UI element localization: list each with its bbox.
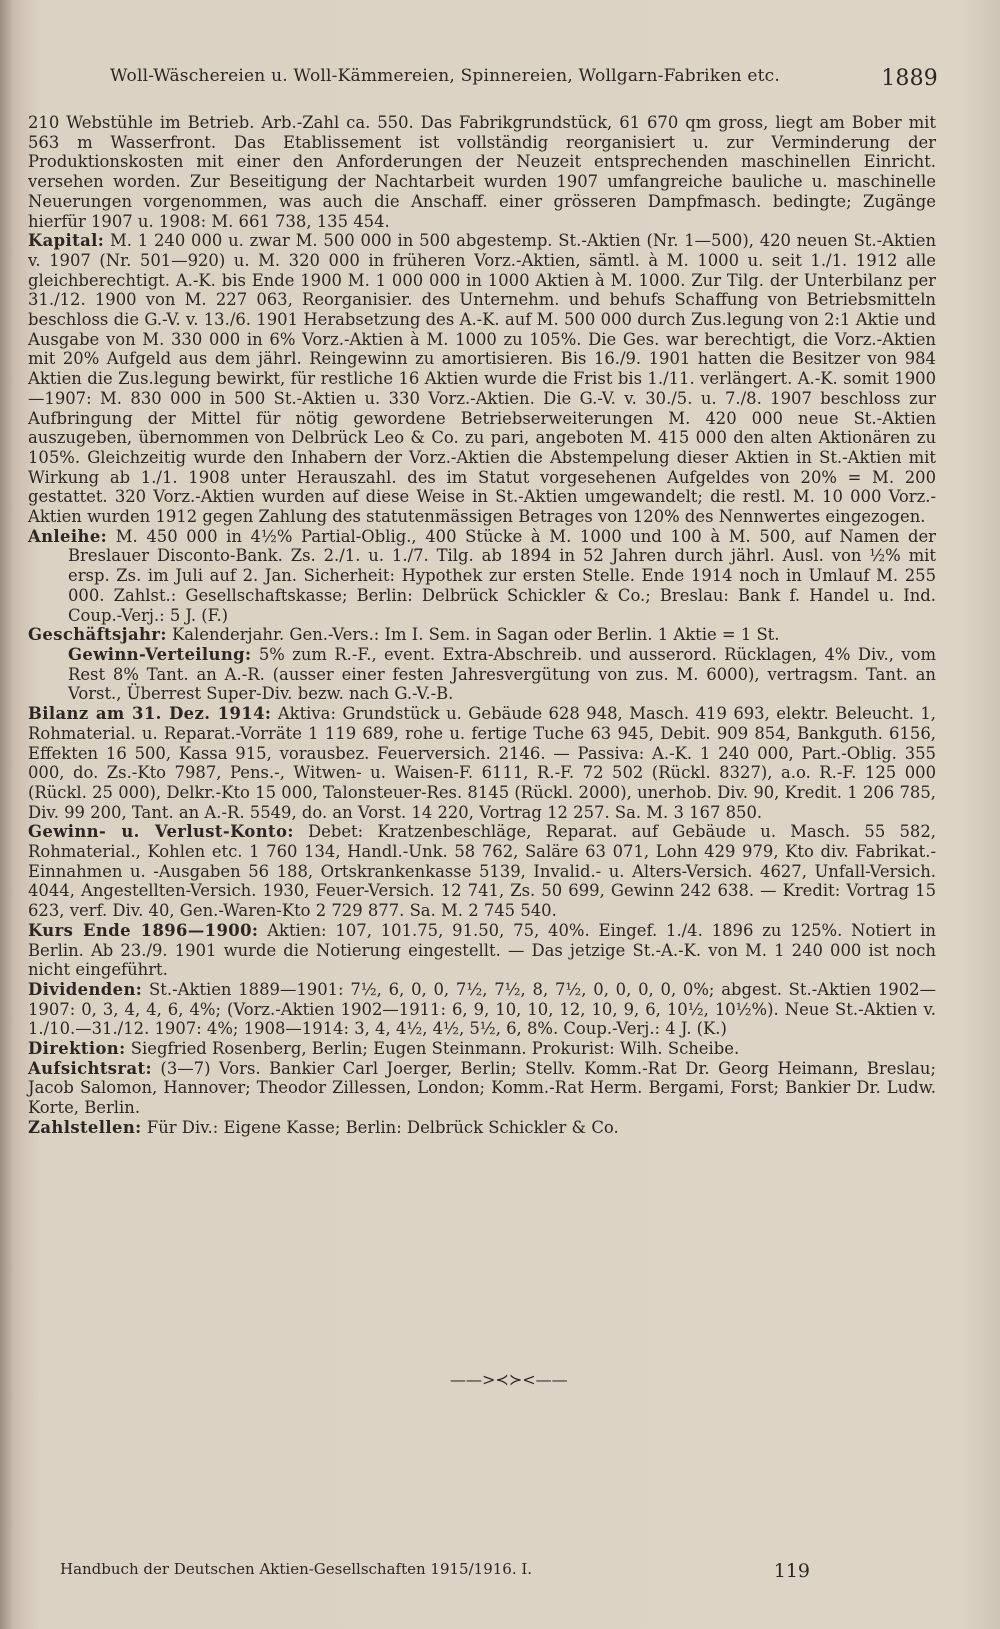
section-label: Kurs Ende 1896—1900: — [28, 920, 259, 940]
section-label: Gewinn- u. Verlust-Konto: — [28, 822, 294, 842]
section-label: Gewinn-Verteilung: — [68, 644, 252, 664]
section-text: 5% zum R.-F., event. Extra-Abschreib. und ausserord. Rücklagen, 4% Div., vom Rest 8% Tant. an A.-R. (ausser einer festen Jahresvergütung von zus. M. 6000), vertragsm. Tant. an Vorst., Überrest Super-Div. bezw. nach G.-V.-B. — [68, 644, 936, 704]
section-kapital — [28, 231, 936, 527]
section-text: M. 1 240 000 u. zwar M. 500 000 in 500 abgestemp. St.-Aktien (Nr. 1—500), 420 neuen St.-Aktien v. 1907 (Nr. 501—920) u. M. 320 000 in früheren Vorz.-Aktien, sämtl. à M. 1000 u. seit 1./1. 1912 alle gleichberechtigt. A.-K. bis Ende 1900 M. 1 000 000 in 1000 Aktien à M. 1000. Zur Tilg. der Unterbilanz per 31./12. 1900 von M. 227 063, Reorganisier. des Unternehm. und behufs Schaffung von Betriebsmitteln beschloss die G.-V. v. 13./6. 1901 Herabsetzung des A.-K. auf M. 500 000 durch Zus.legung von 2:1 Aktie und Ausgabe von M. 330 000 in 6% Vorz.-Aktien à M. 1000 zu 105%. Die Ges. war berechtigt, die Vorz.-Aktien mit 20% Aufgeld aus dem jährl. Reingewinn zu amortisieren. Bis 16./9. 1901 hatten die Besitzer von 984 Aktien die Zus.legung bewirkt, für restliche 16 Aktien wurde die Frist bis 1./11. verlängert. A.-K. somit 1900—1907: M. 830 000 in 500 St.-Aktien u. 330 Vorz.-Aktien. Die G.-V. v. 30./5. u. 7./8. 1907 beschloss zur Aufbringung der Mittel für nötig gewordene Betriebserweiterungen M. 420 000 neue St.-Aktien auszugeben, übernommen von Delbrück Leo & Co. zu pari, angeboten M. 415 000 den alten Aktionären zu 105%. Gleichzeitig wurde den Inhabern der Vorz.-Aktien die Abstempelung dieser Aktien in St.-Aktien mit Wirkung ab 1./1. 1908 unter Herauszahl. des im Statut vorgesehenen Aufgeldes von 20% = M. 200 gestattet. 320 Vorz.-Aktien wurden auf diese Weise in St.-Aktien umgewandelt; die restl. M. 10 000 Vorz.-Aktien wurden 1912 gegen Zahlung des statutenmässigen Betrages von 120% des Nennwertes eingezogen. — [28, 231, 936, 527]
section-text: Aktiva: Grundstück u. Gebäude 628 948, Masch. 419 693, elektr. Beleucht. 1, Rohmaterial. u. Reparat.-Vorräte 1 119 689, rohe u. fertige Tuche 63 945, Debit. 909 854, Bankguth. 6156, Effekten 16 500, Kassa 915, vorausbez. Feuerversich. 2146. — Passiva: A.-K. 1 240 000, Part.-Oblig. 355 000, do. Zs.-Kto 7987, Pens.-, Witwen- u. Waisen-F. 6111, R.-F. 72 502 (Rückl. 8327), a.o. R.-F. 125 000 (Rückl. 25 000), Delkr.-Kto 15 000, Talonsteuer-Res. 8145 (Rückl. 2000), unerhob. Div. 90, Kredit. 1 206 785, Div. 99 200, Tant. an A.-R. 5549, do. an Vorst. 14 220, Vortrag 12 257. Sa. M. 3 167 850. — [28, 704, 936, 822]
section-label: Direktion: — [28, 1039, 126, 1059]
footer-source: Handbuch der Deutschen Aktien-Gesellschaften 1915/1916. I. — [60, 1560, 533, 1578]
section-gewinn-verlust — [28, 822, 936, 921]
section-text: (3—7) Vors. Bankier Carl Joerger, Berlin; Stellv. Komm.-Rat Dr. Georg Heimann, Breslau; Jacob Salomon, Hannover; Theodor Zillessen, London; Komm.-Rat Herm. Bergami, Forst; Bankier Dr. Ludw. Korte, Berlin. — [28, 1058, 936, 1118]
page-number: 119 — [773, 1560, 810, 1582]
section-label: Anleihe: — [28, 526, 108, 546]
section-text: Debet: Kratzenbeschläge, Reparat. auf Gebäude u. Masch. 55 582, Rohmaterial., Kohlen etc. 1 760 134, Handl.-Unk. 58 762, Saläre 63 071, Lohn 429 979, Kto div. Fabrikat.-Einnahmen u. -Ausgaben 56 188, Ortskrankenkasse 5139, Invalid.- u. Alters-Versich. 4627, Unfall-Versich. 4044, Angestellten-Versich. 1930, Feuer-Versich. 12 741, Zs. 50 699, Gewinn 242 638. — Kredit: Vortrag 15 623, verf. Div. 40, Gen.-Waren-Kto 2 729 877. Sa. M. 2 745 540. — [28, 822, 936, 921]
section-zahlstellen — [28, 1118, 936, 1138]
section-label: Zahlstellen: — [28, 1117, 142, 1137]
section-direktion — [28, 1039, 936, 1059]
section-text: St.-Aktien 1889—1901: 7½, 6, 0, 0, 7½, 7½, 8, 7½, 0, 0, 0, 0, 0%; abgest. St.-Aktien 1902—1907: 0, 3, 4, 4, 6, 4%; (Vorz.-Aktien 1902—1911: 6, 9, 10, 10, 12, 10, 9, 6, 10½, 10½%). Neue St.-Aktien v. 1./10.—31./12. 1907: 4%; 1908—1914: 3, 4, 4½, 4½, 5½, 6, 8%. Coup.-Verj.: 4 J. (K.) — [28, 979, 936, 1039]
section-label: Bilanz am 31. Dez. 1914: — [28, 704, 272, 724]
page-footer — [60, 1560, 810, 1582]
running-head — [110, 66, 938, 91]
section-text: Siegfried Rosenberg, Berlin; Eugen Steinmann. Prokurist: Wilh. Scheibe. — [130, 1039, 740, 1059]
section-anleihe — [28, 527, 936, 626]
body-text — [28, 113, 936, 1138]
section-label: Kapital: — [28, 231, 105, 251]
section-label: Geschäftsjahr: — [28, 625, 167, 645]
section-dividenden — [28, 980, 936, 1039]
section-gewinn-verteilung — [28, 645, 936, 704]
section-label: Aufsichtsrat: — [28, 1058, 152, 1078]
section-text: Kalenderjahr. Gen.-Vers.: Im I. Sem. in Sagan oder Berlin. 1 Aktie = 1 St. — [172, 625, 780, 645]
section-aufsichtsrat — [28, 1059, 936, 1118]
section-text: M. 450 000 in 4½% Partial-Oblig., 400 Stücke à M. 1000 und 100 à M. 500, auf Namen der Breslauer Disconto-Bank. Zs. 2./1. u. 1./7. Tilg. ab 1894 in 52 Jahren durch jährl. Ausl. von ½% mit ersp. Zs. im Juli auf 2. Jan. Sicherheit: Hypothek zur ersten Stelle. Ende 1914 noch in Umlauf M. 255 000. Zahlst.: Gesellschaftskasse; Berlin: Delbrück Schickler & Co.; Breslau: Bank f. Handel u. Ind. Coup.-Verj.: 5 J. (F.) — [68, 526, 936, 625]
section-text: Aktien: 107, 101.75, 91.50, 75, 40%. Eingef. 1./4. 1896 zu 125%. Notiert in Berlin. Ab 23./9. 1901 wurde die Notierung eingestellt. — Das jetzige St.-A.-K. von M. 1 240 000 ist noch nicht eingeführt. — [28, 920, 936, 980]
paragraph-text: 210 Webstühle im Betrieb. Arb.-Zahl ca. 550. Das Fabrikgrundstück, 61 670 qm gross, liegt am Bober mit 563 m Wasserfront. Das Etablissement ist vollständig reorganisiert u. zur Verminderung der Produktionskosten mit einer den Anforderungen der Neuzeit entsprechenden maschinellen Einricht. versehen worden. Zur Beseitigung der Nachtarbeit wurden 1907 umfangreiche bauliche u. maschinelle Neuerungen vorgenommen, was auch die Anschaff. einer grösseren Dampfmasch. bedingte; Zugänge hierfür 1907 u. 1908: M. 661 738, 135 454. — [28, 113, 936, 231]
running-head-year: 1889 — [881, 66, 938, 91]
section-ornament: ——>≺≻<—— — [450, 1370, 568, 1389]
section-text: Für Div.: Eigene Kasse; Berlin: Delbrück Schickler & Co. — [146, 1117, 619, 1137]
section-label: Dividenden: — [28, 979, 143, 999]
section-geschaeftsjahr — [28, 625, 936, 645]
section-bilanz — [28, 704, 936, 822]
running-head-title: Woll-Wäschereien u. Woll-Kämmereien, Spinnereien, Wollgarn-Fabriken etc. — [110, 66, 780, 86]
intro-paragraph — [28, 113, 936, 231]
section-kurs — [28, 921, 936, 980]
